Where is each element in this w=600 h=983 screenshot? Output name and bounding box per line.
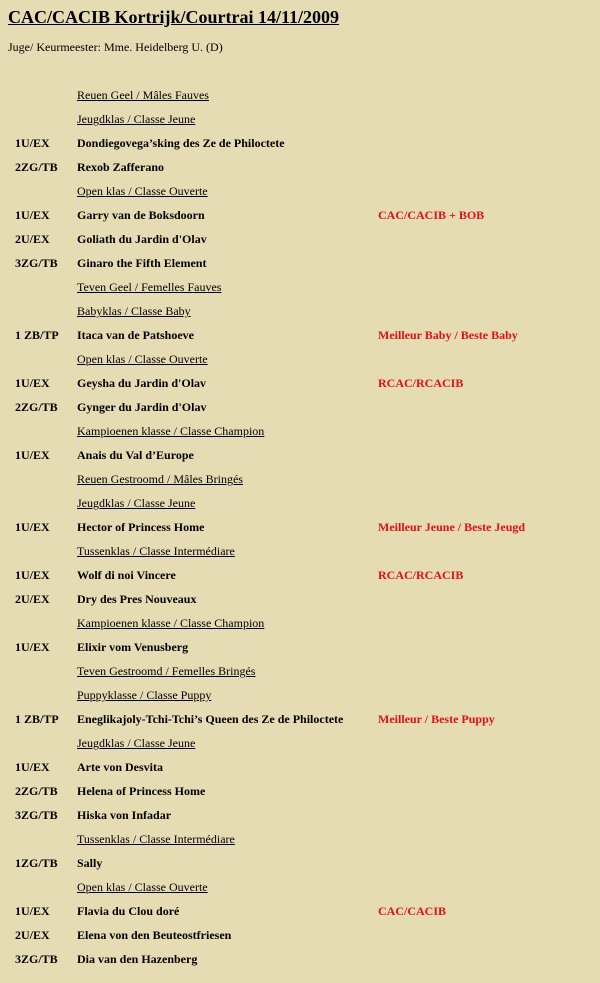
dog-name: Elena von den Beuteostfriesen <box>77 928 232 942</box>
result-row <box>0 203 600 227</box>
rank-label: 1U/EX <box>15 520 50 534</box>
award-label: CAC/CACIB + BOB <box>378 208 485 222</box>
rank-label: 1U/EX <box>15 640 50 654</box>
class-heading: Open klas / Classe Ouverte <box>77 880 208 894</box>
dog-name: Eneglikajoly-Tchi-Tchi’s Queen des Ze de Philoctete <box>77 712 344 726</box>
award-label: Meilleur Jeune / Beste Jeugd <box>378 520 526 534</box>
rank-label: 3ZG/TB <box>15 952 58 966</box>
class-heading: Jeugdklas / Classe Jeune <box>77 736 196 750</box>
class-heading-row <box>0 731 600 755</box>
class-heading: Kampioenen klasse / Classe Champion <box>77 616 265 630</box>
rank-label: 1ZG/TB <box>15 856 58 870</box>
class-heading: Teven Geel / Femelles Fauves <box>77 280 222 294</box>
result-row <box>0 227 600 251</box>
class-heading-row <box>0 467 600 491</box>
class-heading: Reuen Geel / Mâles Fauves <box>77 88 209 102</box>
class-heading: Jeugdklas / Classe Jeune <box>77 496 196 510</box>
class-heading-row <box>0 539 600 563</box>
result-row <box>0 371 600 395</box>
rank-label: 2U/EX <box>15 232 50 246</box>
result-row <box>0 947 600 971</box>
rank-label: 2U/EX <box>15 928 50 942</box>
class-heading: Babyklas / Classe Baby <box>77 304 191 318</box>
class-heading-row <box>0 347 600 371</box>
rank-label: 2U/EX <box>15 592 50 606</box>
class-heading-row <box>0 419 600 443</box>
class-heading-row <box>0 827 600 851</box>
dog-name: Elixir vom Venusberg <box>77 640 189 654</box>
result-row <box>0 635 600 659</box>
dog-name: Dry des Pres Nouveaux <box>77 592 197 606</box>
rank-label: 1U/EX <box>15 208 50 222</box>
judge-line: Juge/ Keurmeester: Mme. Heidelberg U. (D) <box>8 40 223 54</box>
award-label: CAC/CACIB <box>378 904 447 918</box>
award-label: RCAC/RCACIB <box>378 568 464 582</box>
rank-label: 2ZG/TB <box>15 400 58 414</box>
dog-name: Sally <box>77 856 103 870</box>
rank-label: 1 ZB/TP <box>15 328 59 342</box>
class-heading-row <box>0 179 600 203</box>
result-row <box>0 323 600 347</box>
rank-label: 1U/EX <box>15 568 50 582</box>
rank-label: 3ZG/TB <box>15 256 58 270</box>
class-heading-row <box>0 611 600 635</box>
result-row <box>0 587 600 611</box>
class-heading-row <box>0 299 600 323</box>
award-label: RCAC/RCACIB <box>378 376 464 390</box>
rank-label: 2ZG/TB <box>15 784 58 798</box>
rank-label: 1U/EX <box>15 904 50 918</box>
dog-name: Rexob Zafferano <box>77 160 164 174</box>
class-heading: Kampioenen klasse / Classe Champion <box>77 424 265 438</box>
result-row <box>0 899 600 923</box>
class-heading: Tussenklas / Classe Intermédiare <box>77 832 235 846</box>
page-title: CAC/CACIB Kortrijk/Courtrai 14/11/2009 <box>8 7 339 27</box>
rank-label: 1U/EX <box>15 376 50 390</box>
class-heading-row <box>0 659 600 683</box>
award-label: Meilleur / Beste Puppy <box>378 712 495 726</box>
result-row <box>0 395 600 419</box>
dog-name: Hector of Princess Home <box>77 520 205 534</box>
result-row <box>0 851 600 875</box>
result-row <box>0 707 600 731</box>
class-heading: Puppyklasse / Classe Puppy <box>77 688 212 702</box>
award-label: Meilleur Baby / Beste Baby <box>378 328 518 342</box>
dog-name: Ginaro the Fifth Element <box>77 256 207 270</box>
result-row <box>0 251 600 275</box>
dog-name: Dia van den Hazenberg <box>77 952 198 966</box>
class-heading-row <box>0 83 600 107</box>
class-heading: Open klas / Classe Ouverte <box>77 352 208 366</box>
class-heading-row <box>0 491 600 515</box>
dog-name: Gynger du Jardin d'Olav <box>77 400 207 414</box>
class-heading: Jeugdklas / Classe Jeune <box>77 112 196 126</box>
dog-name: Goliath du Jardin d'Olav <box>77 232 207 246</box>
rank-label: 1U/EX <box>15 136 50 150</box>
rank-label: 2ZG/TB <box>15 160 58 174</box>
class-heading: Tussenklas / Classe Intermédiare <box>77 544 235 558</box>
class-heading: Reuen Gestroomd / Mâles Bringés <box>77 472 243 486</box>
result-row <box>0 563 600 587</box>
rank-label: 1U/EX <box>15 760 50 774</box>
result-row <box>0 779 600 803</box>
result-row <box>0 923 600 947</box>
rank-label: 1 ZB/TP <box>15 712 59 726</box>
dog-name: Arte von Desvita <box>77 760 163 774</box>
class-heading-row <box>0 875 600 899</box>
result-row <box>0 803 600 827</box>
dog-name: Garry van de Boksdoorn <box>77 208 205 222</box>
result-row <box>0 155 600 179</box>
result-row <box>0 131 600 155</box>
rank-label: 1U/EX <box>15 448 50 462</box>
results-list <box>0 83 600 971</box>
result-row <box>0 515 600 539</box>
class-heading-row <box>0 275 600 299</box>
dog-name: Flavia du Clou doré <box>77 904 180 918</box>
class-heading: Teven Gestroomd / Femelles Bringés <box>77 664 256 678</box>
dog-name: Hiska von Infadar <box>77 808 172 822</box>
dog-name: Anais du Val d’Europe <box>77 448 194 462</box>
dog-name: Itaca van de Patshoeve <box>77 328 194 342</box>
class-heading-row <box>0 107 600 131</box>
dog-name: Wolf di noi Vincere <box>77 568 176 582</box>
dog-name: Geysha du Jardin d'Olav <box>77 376 207 390</box>
dog-name: Dondiegovega’sking des Ze de Philoctete <box>77 136 285 150</box>
class-heading-row <box>0 683 600 707</box>
class-heading: Open klas / Classe Ouverte <box>77 184 208 198</box>
dog-name: Helena of Princess Home <box>77 784 206 798</box>
rank-label: 3ZG/TB <box>15 808 58 822</box>
result-row <box>0 443 600 467</box>
result-row <box>0 755 600 779</box>
